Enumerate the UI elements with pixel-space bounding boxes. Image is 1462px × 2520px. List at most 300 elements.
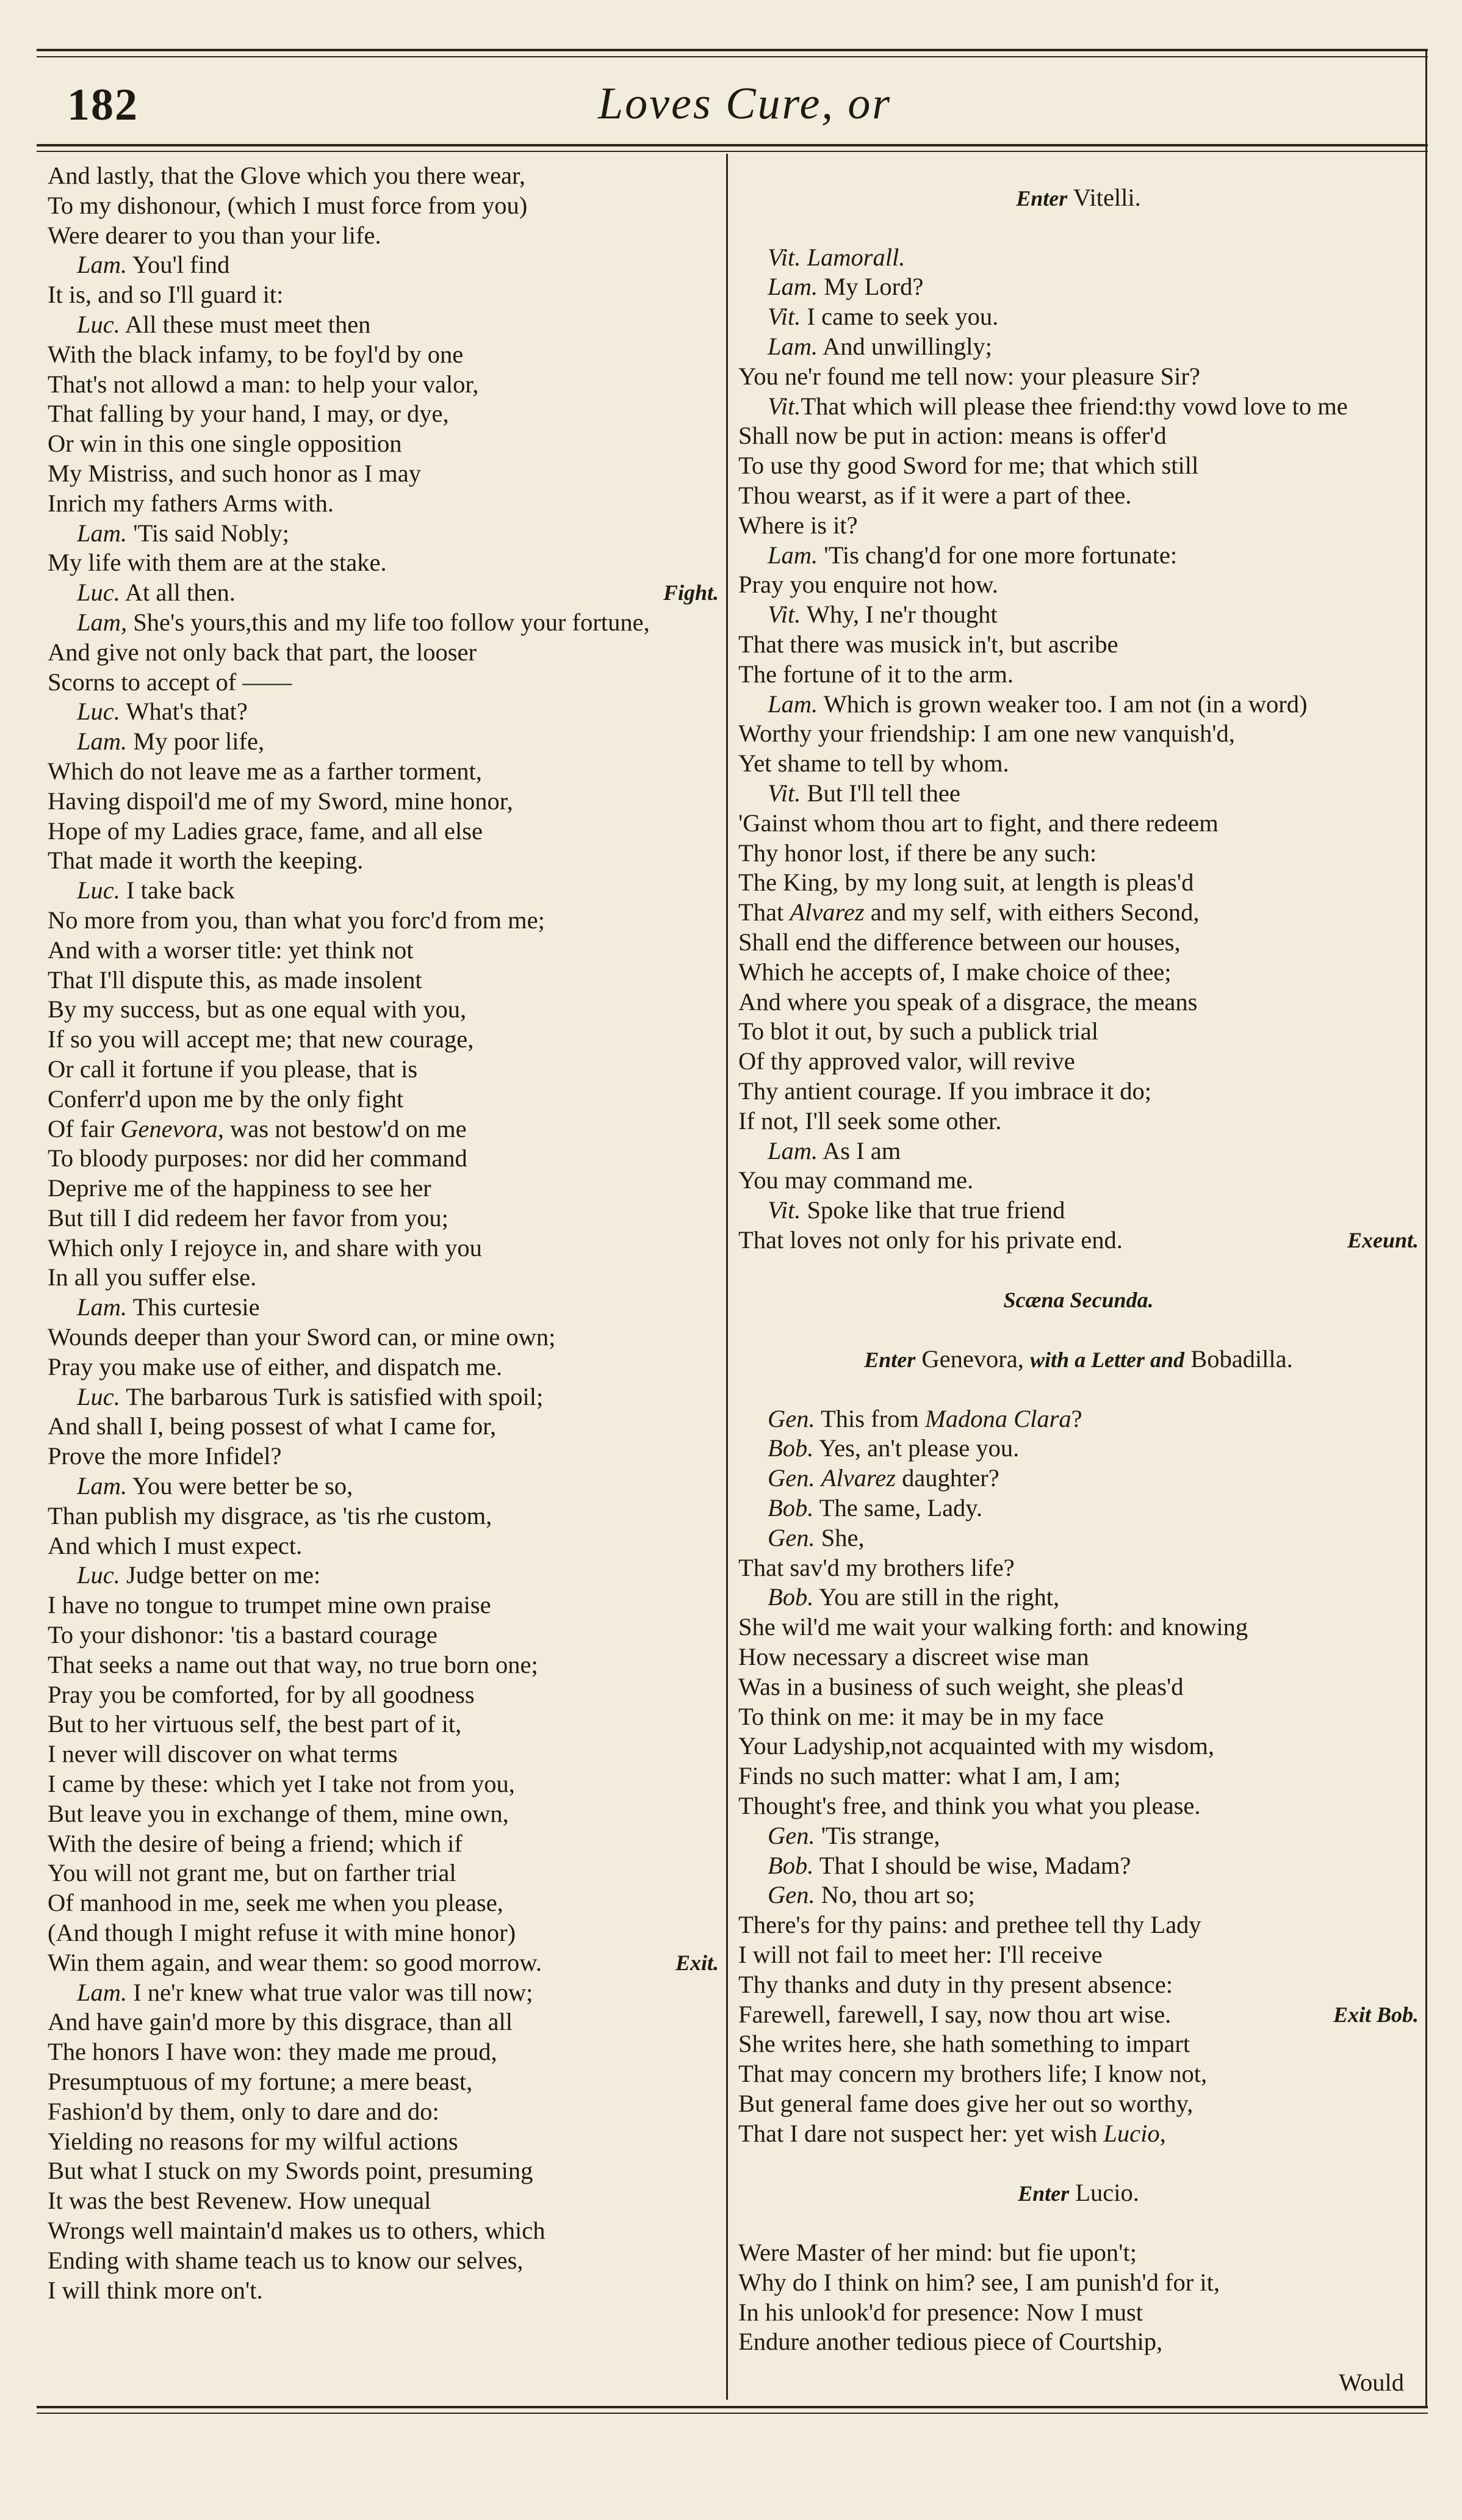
speaker-name: Vit. [768,601,801,629]
speaker-name: Lam. [77,1293,128,1321]
top-rule-thin [37,56,1428,57]
line-text: It was the best Revenew. How unequal [48,2187,431,2215]
line-text: , [1159,2119,1166,2147]
speech-line [48,1561,719,1590]
verse-line [738,2000,1419,2030]
character-name: Bobadilla. [1190,1345,1293,1373]
verse-line [738,511,1419,541]
speaker-name: Luc. [77,1382,120,1410]
verse-line [738,809,1419,839]
verse-line [48,280,719,310]
verse-line [48,936,719,966]
verse-line [738,1731,1419,1761]
line-text: Yielding no reasons for my wilful actions [48,2127,458,2155]
speech-line [738,690,1419,720]
line-text: Conferr'd upon me by the only fight [48,1085,404,1113]
proper-name: Lamorall. [807,243,906,271]
speaker-name: Luc. [77,310,120,338]
line-text: Your Ladyship,not acquainted with my wisdom, [738,1732,1214,1760]
speaker-name: Gen. [768,1464,815,1492]
line-text: Worthy your friendship: I am one new vanquish'd, [738,720,1235,748]
speaker-name: Vit. [768,243,801,271]
verse-line [738,1612,1419,1642]
speaker-name: Lam. [768,1136,818,1164]
speech-line [738,1851,1419,1881]
line-text: Inrich my fathers Arms with. [48,489,334,517]
verse-line [738,1642,1419,1672]
verse-line [738,987,1419,1017]
verse-line [738,1910,1419,1940]
line-text: But general fame does give her out so worthy, [738,2090,1194,2117]
line-text: And have gain'd more by this disgrace, than all [48,2008,513,2036]
line-text: Where is it? [738,511,858,539]
line-text: and my self, with eithers Second, [864,898,1200,926]
verse-line [738,362,1419,392]
verse-line [48,906,719,936]
line-text: In his unlook'd for presence: Now I must [738,2298,1143,2326]
line-text: But what I stuck on my Swords point, presuming [48,2157,533,2185]
speech-text: ? [1071,1404,1082,1432]
verse-line [738,2268,1419,2298]
speech-line [48,876,719,906]
line-text: Farewell, farewell, I say, now thou art wise. [738,2000,1172,2028]
proper-name: Alvarez [821,1464,896,1492]
line-text: Endure another tedious piece of Courtship, [738,2328,1163,2356]
line-text: The fortune of it to the arm. [738,660,1014,688]
line-text: That may concern my brothers life; I know not, [738,2060,1208,2088]
right-column [738,183,1419,2357]
verse-line [48,2246,719,2276]
speech-line [48,250,719,280]
line-text: Finds no such matter: what I am, I am; [738,1762,1121,1790]
verse-line [48,1918,719,1948]
speech-line [48,1293,719,1323]
verse-line [738,1047,1419,1077]
stage-direction [738,183,1419,213]
speech-line [48,1382,719,1412]
verse-line [48,429,719,459]
speech-text: What's that? [126,698,248,726]
verse-line [48,1114,719,1144]
verse-line [48,459,719,489]
speaker-name: Lam. [77,727,128,756]
line-text: I will think more on't. [48,2276,263,2304]
speech-text: At all then. [124,579,236,607]
speech-text: Which is grown weaker too. I am not (in a word) [823,690,1308,718]
verse-line [48,1829,719,1859]
line-text: To think on me: it may be in my face [738,1702,1104,1730]
speech-text: I came to seek you. [807,303,999,331]
verse-line [738,1970,1419,2000]
line-text: Of thy approved valor, will revive [738,1047,1075,1075]
proper-name: Alvarez [790,898,865,926]
running-title: Loves Cure, or [598,79,892,129]
line-text: Wrongs well maintain'd makes us to others, which [48,2216,546,2244]
verse-line [48,2037,719,2067]
verse-line [738,660,1419,690]
verse-line [48,2276,719,2306]
line-text: To your dishonor: 'tis a bastard courage [48,1621,438,1649]
verse-line [738,958,1419,987]
speech-line [738,1434,1419,1464]
speech-text: You'l find [132,251,230,279]
header-rule [37,144,1428,146]
verse-line [48,757,719,787]
verse-line [738,1672,1419,1702]
speech-line [48,1978,719,2008]
line-text: But to her virtuous self, the best part of it, [48,1710,462,1738]
line-text: Ending with shame teach us to know our selves, [48,2246,524,2274]
verse-line [48,1799,719,1829]
verse-line [48,966,719,995]
speech-line [738,1880,1419,1910]
speaker-name: Bob. [768,1583,814,1611]
speech-text: My poor life, [133,727,265,756]
line-text: No more from you, than what you forc'd from me; [48,906,545,934]
line-text: You ne'r found me tell now: your pleasure Sir? [738,362,1200,390]
line-text: To bloody purposes: nor did her command [48,1144,467,1172]
speech-text: Spoke like that true friend [807,1196,1065,1224]
line-text: That made it worth the keeping. [48,847,364,875]
speaker-name: Luc. [77,876,120,904]
line-text: By my success, but as one equal with you, [48,995,467,1024]
verse-line [48,1055,719,1085]
verse-line [738,1940,1419,1970]
speaker-name: Lam. [768,332,818,360]
line-text: Were Master of her mind: but fie upon't; [738,2238,1137,2266]
line-text: Presumptuous of my fortune; a mere beast, [48,2068,473,2095]
line-text: To use thy good Sword for me; that which still [738,452,1199,480]
spacer [738,213,1419,243]
verse-line [48,2007,719,2037]
verse-line [738,630,1419,660]
line-text: Of manhood in me, seek me when you please, [48,1889,503,1917]
stage-cue: Fight. [663,580,719,605]
verse-line [738,839,1419,868]
header-rule-thin [37,151,1428,152]
speech-text: This from [821,1404,925,1432]
verse-line [48,1501,719,1531]
speech-line [738,243,1419,273]
verse-line [48,1650,719,1680]
speaker-name: Bob. [768,1494,814,1522]
line-text: Yet shame to tell by whom. [738,749,1009,778]
speech-text: But I'll tell thee [807,779,960,807]
verse-line [48,2127,719,2157]
verse-line [48,668,719,698]
verse-line [48,221,719,251]
catchword: Would [1339,2369,1404,2396]
verse-line [738,1761,1419,1791]
line-text: And give not only back that part, the looser [48,638,477,666]
speech-text: She's yours,this and my life too follow your fortune, [133,608,650,636]
speech-text: I take back [126,876,235,904]
line-text: That's not allowd a man: to help your valor, [48,370,479,398]
line-text: Hope of my Ladies grace, fame, and all else [48,817,483,845]
speech-text: Yes, an't please you. [819,1434,1020,1462]
speech-line [48,727,719,757]
speaker-name: Lam. [77,519,128,547]
speech-text: That I should be wise, Madam? [819,1851,1131,1879]
speech-line [738,1523,1419,1553]
line-text: Thou wearst, as if it were a part of thee. [738,481,1132,509]
speaker-name: Vit. [768,779,801,807]
speech-text: 'Tis chang'd for one more fortunate: [824,541,1178,569]
speech-line [48,519,719,549]
speaker-name: Lam. [77,251,128,279]
line-text: Or call it fortune if you please, that is [48,1055,418,1083]
line-text: That falling by your hand, I may, or dye, [48,400,449,428]
speech-line [738,1136,1419,1166]
line-text: And shall I, being possest of what I came for, [48,1412,497,1440]
stage-cue: Exit Bob. [1333,2002,1419,2027]
line-text: And with a worser title: yet think not [48,936,414,964]
speech-line [48,608,719,638]
line-text: Prove the more Infidel? [48,1442,282,1470]
speaker-name: Lam. [768,541,818,569]
speaker-name: Vit. [768,1196,801,1224]
line-text: You will not grant me, but on farther trial [48,1859,456,1887]
speaker-name: Bob. [768,1851,814,1879]
speaker-name: Gen. [768,1821,815,1849]
verse-line [48,1085,719,1114]
speech-line [738,332,1419,362]
verse-line [738,1107,1419,1136]
speech-text: Judge better on me: [126,1561,321,1589]
line-text: There's for thy pains: and prethee tell thy Lady [738,1911,1201,1939]
line-text: Which do not leave me as a farther torment, [48,757,482,785]
line-text: That loves not only for his private end. [738,1226,1123,1254]
proper-name: Lucio [1103,2119,1160,2147]
character-name: Vitelli. [1073,184,1141,211]
line-text: That [738,898,790,926]
line-text: She writes here, she hath something to impart [738,2030,1190,2058]
proper-name: Madona Clara [925,1404,1071,1432]
stage-direction [738,2178,1419,2208]
line-text: That there was musick in't, but ascribe [738,630,1118,658]
verse-line [48,1263,719,1293]
verse-line [48,370,719,400]
speech-line [48,310,719,340]
verse-line [48,1739,719,1769]
speech-line [738,1493,1419,1523]
speaker-name: Lam. [768,690,818,718]
line-text: To my dishonour, (which I must force from you) [48,191,528,219]
top-rule [37,49,1428,51]
stage-direction-text: with a Letter and [1030,1348,1185,1373]
speech-line [738,1404,1419,1434]
line-text: I will not fail to meet her: I'll receive [738,1941,1103,1969]
verse-line [48,2097,719,2127]
line-text: Having dispoil'd me of my Sword, mine honor, [48,787,513,815]
verse-line [48,1948,719,1978]
verse-line [48,1531,719,1561]
line-text: It is, and so I'll guard it: [48,281,284,309]
line-text: That I dare not suspect her: yet wish [738,2119,1104,2147]
speech-text: All these must meet then [124,310,371,338]
line-text: And which I must expect. [48,1531,303,1559]
stage-cue: Exit. [675,1950,719,1975]
verse-line [48,489,719,519]
character-name: Genevora, [921,1345,1024,1373]
bottom-rule-thin [37,2413,1428,2414]
verse-line [48,399,719,429]
speech-line [48,578,719,608]
verse-line [48,191,719,221]
verse-line [48,1144,719,1174]
speaker-name: Vit. [768,392,801,420]
line-text: My life with them are at the stake. [48,549,387,577]
line-text: The honors I have won: they made me proud, [48,2038,497,2066]
line-text: Than publish my disgrace, as 'tis rhe custom, [48,1501,492,1529]
speaker-name: Gen. [768,1404,815,1432]
line-text: 'Gainst whom thou art to fight, and there redeem [738,809,1219,837]
line-text: That seeks a name out that way, no true born one; [48,1650,538,1678]
line-text: Pray you be comforted, for by all goodness [48,1680,475,1708]
verse-line [48,1858,719,1888]
verse-line [738,2119,1419,2149]
line-text: In all you suffer else. [48,1263,257,1291]
verse-line [48,1680,719,1710]
verse-line [738,1017,1419,1047]
verse-line [738,451,1419,481]
spacer [738,2149,1419,2179]
verse-line [738,1791,1419,1821]
line-text: , was not bestow'd on me [217,1114,467,1143]
speaker-name: Gen. [768,1881,815,1909]
speaker-name: Luc. [77,579,120,607]
spacer [738,1374,1419,1404]
speech-text: This curtesie [132,1293,260,1321]
verse-line [48,2156,719,2186]
line-text: To blot it out, by such a publick trial [738,1017,1098,1045]
speech-text: The barbarous Turk is satisfied with spoil; [126,1382,544,1410]
verse-line [738,719,1419,749]
line-text: Were dearer to you than your life. [48,221,381,249]
line-text: Shall end the difference between our houses, [738,928,1181,956]
line-text: Thy thanks and duty in thy present absence: [738,1970,1173,1998]
verse-line [48,995,719,1025]
speech-line [738,1196,1419,1226]
stage-direction [738,1345,1419,1374]
verse-line [48,817,719,847]
line-text: Wounds deeper than your Sword can, or mine own; [48,1323,556,1351]
speech-line [738,302,1419,332]
speech-text: You were better be so, [132,1472,353,1500]
line-text: If so you will accept me; that new courage, [48,1025,474,1053]
line-text: With the desire of being a friend; which if [48,1829,463,1857]
line-text: Thy honor lost, if there be any such: [738,839,1097,867]
speech-text: 'Tis strange, [821,1821,940,1849]
verse-line [738,421,1419,451]
line-text: Which only I rejoyce in, and share with you [48,1233,482,1262]
speech-line [48,697,719,727]
spacer [738,2208,1419,2238]
speech-text: That which will please thee friend:thy vowd love to me [801,392,1348,420]
line-text: Was in a business of such weight, she pleas'd [738,1672,1184,1700]
verse-line [738,1553,1419,1583]
speaker-name: Lam. [77,1978,128,2006]
line-text: Why do I think on him? see, I am punish'd for it, [738,2268,1220,2296]
line-text: Of fair [48,1114,121,1143]
verse-line [738,898,1419,928]
verse-line [738,1702,1419,1732]
line-text: My Mistriss, and such honor as I may [48,459,421,487]
verse-line [738,1226,1419,1255]
line-text: Thy antient courage. If you imbrace it do; [738,1077,1152,1105]
verse-line [48,548,719,578]
verse-line [738,2089,1419,2119]
bottom-rule [37,2406,1428,2408]
verse-line [48,1709,719,1739]
verse-line [738,2059,1419,2089]
verse-line [738,1077,1419,1107]
line-text: Scorns to accept of —— [48,668,292,696]
line-text: If not, I'll seek some other. [738,1107,1002,1135]
line-text: I never will discover on what terms [48,1740,398,1768]
speaker-name: Luc. [77,1561,120,1589]
verse-line [48,340,719,370]
spacer [738,1255,1419,1285]
line-text: How necessary a discreet wise man [738,1643,1089,1671]
verse-line [48,1888,719,1918]
verse-line [48,1174,719,1204]
verse-line [48,846,719,876]
line-text: The King, by my long suit, at length is pleas'd [738,868,1194,897]
speech-text: My Lord? [824,273,924,301]
verse-line [48,1233,719,1263]
speech-text: I ne'r knew what true valor was till now; [133,1978,533,2006]
speech-line [738,1464,1419,1493]
line-text: You may command me. [738,1166,974,1194]
line-text: Pray you enquire not how. [738,571,998,599]
page-number: 182 [67,80,139,130]
verse-line [738,1166,1419,1196]
speech-line [738,1583,1419,1612]
line-text: But leave you in exchange of them, mine own, [48,1799,509,1827]
line-text: Or win in this one single opposition [48,430,402,458]
speaker-name: Luc. [77,698,120,726]
verse-line [48,787,719,817]
speaker-name: Lam. [768,273,818,301]
scene-heading [738,1285,1419,1315]
character-name: Lucio. [1075,2179,1139,2207]
line-text: Win them again, and wear them: so good morrow. [48,1948,542,1976]
proper-name: Genevora [120,1114,218,1143]
speech-line [738,541,1419,571]
speaker-name: Gen. [768,1523,815,1551]
stage-direction-prefix: Enter [1018,2181,1070,2206]
verse-line [738,2029,1419,2059]
verse-line [48,1025,719,1055]
speaker-name: Bob. [768,1434,814,1462]
speech-text: You are still in the right, [819,1583,1060,1611]
line-text: And where you speak of a disgrace, the means [738,987,1198,1016]
spacer [738,1315,1419,1345]
scene-title: Scæna Secunda. [1003,1288,1154,1313]
stage-direction-prefix: Enter [1016,186,1068,211]
line-text: She wil'd me wait your walking forth: and knowing [738,1613,1248,1641]
speech-text: She, [821,1523,865,1551]
line-text: And lastly, that the Glove which you there wear, [48,162,526,189]
stage-direction-prefix: Enter [864,1348,916,1373]
verse-line [48,1352,719,1382]
verse-line [48,2186,719,2216]
verse-line [48,1620,719,1650]
speech-line [738,1821,1419,1851]
line-text: Fashion'd by them, only to dare and do: [48,2097,439,2125]
verse-line [738,928,1419,958]
